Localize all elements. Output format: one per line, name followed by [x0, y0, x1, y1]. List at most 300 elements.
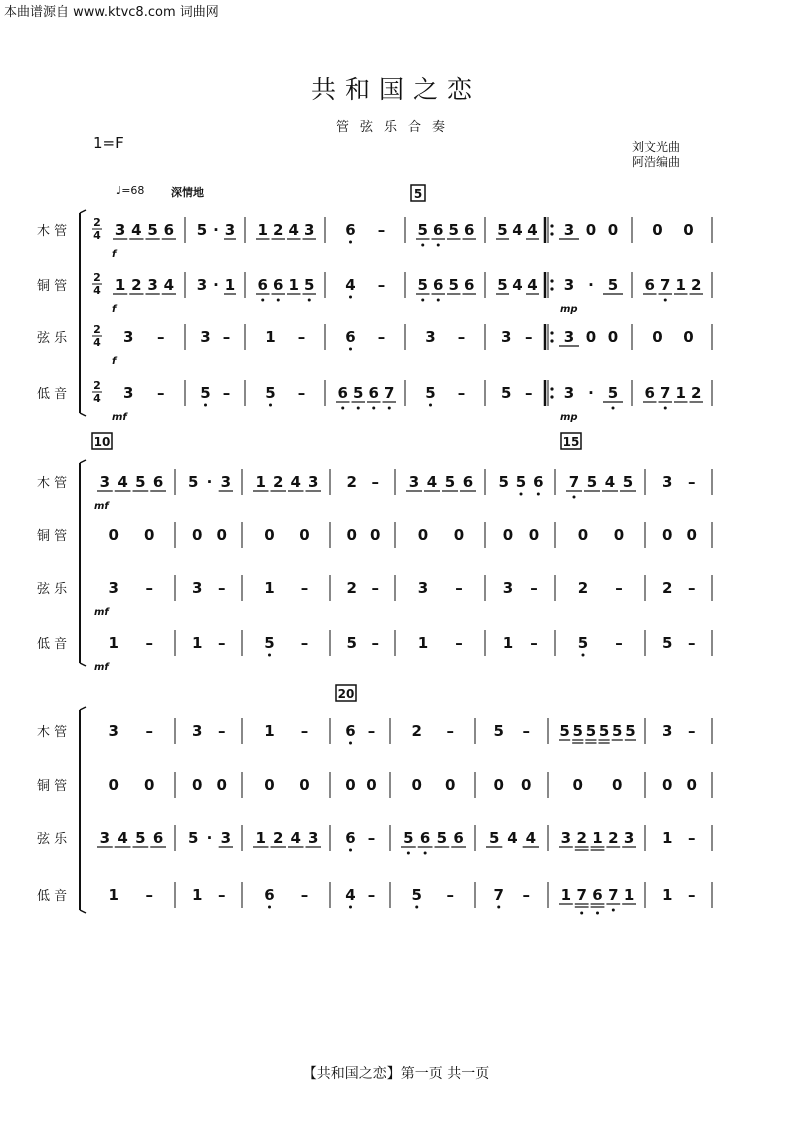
note: 2	[662, 579, 673, 597]
note: –	[218, 886, 226, 904]
note: 4	[131, 221, 142, 239]
octave-dot	[497, 906, 500, 909]
note: –	[367, 886, 376, 904]
note: 5	[448, 276, 459, 294]
source-watermark: 本曲谱源自 www.ktvc8.com 词曲网	[4, 5, 219, 20]
note: 3	[220, 473, 232, 491]
note: 1	[264, 579, 275, 597]
note: –	[688, 886, 696, 904]
note: 5	[493, 722, 504, 740]
system-bracket	[80, 663, 86, 666]
note: 5	[187, 473, 199, 491]
note: –	[367, 829, 376, 847]
note: –	[377, 221, 386, 239]
note: 3	[114, 221, 126, 239]
measure-number: 5	[413, 187, 423, 201]
note: 3	[417, 579, 429, 597]
score-title: 共和国之恋	[310, 75, 481, 104]
note: 5	[572, 722, 583, 740]
composer-credit: 刘文光曲	[632, 140, 681, 154]
note: 1	[265, 328, 276, 346]
note: 1	[675, 384, 686, 402]
note: 6	[264, 886, 275, 904]
note: 2	[577, 579, 589, 597]
note: 7	[568, 473, 580, 491]
part-label: 木 管	[37, 476, 68, 491]
note: 5	[436, 829, 448, 847]
note: 4	[507, 829, 518, 847]
octave-dot	[349, 348, 352, 351]
note: 2	[608, 829, 619, 847]
note: 5	[622, 473, 634, 491]
note: 1	[192, 886, 203, 904]
octave-dot	[349, 296, 352, 299]
note: 6	[464, 221, 475, 239]
note: 7	[660, 384, 671, 402]
note: 6	[644, 384, 655, 402]
note: 0	[108, 526, 119, 544]
note: 5	[444, 473, 456, 491]
note: 2	[346, 579, 357, 597]
note: 4	[288, 221, 299, 239]
note: 5	[187, 829, 199, 847]
note: 0	[216, 776, 227, 794]
note: –	[688, 579, 696, 597]
note: 5	[501, 384, 512, 402]
dynamic-marking: f	[112, 304, 117, 315]
octave-dot	[664, 407, 667, 410]
note: 2	[273, 829, 284, 847]
note: –	[525, 328, 533, 346]
note: 3	[304, 221, 315, 239]
note: 7	[384, 384, 395, 402]
note: 2	[131, 276, 142, 294]
note: 0	[683, 328, 694, 346]
octave-dot	[582, 654, 585, 657]
note: –	[300, 634, 309, 652]
note: 0	[585, 221, 597, 239]
repeat-dot	[550, 279, 553, 282]
note: 3	[147, 276, 158, 294]
note: 6	[152, 473, 164, 491]
dynamic-marking: mf	[94, 662, 109, 673]
note: ·	[206, 829, 213, 847]
repeat-dot	[550, 224, 553, 227]
octave-dot	[580, 912, 583, 915]
note: –	[300, 722, 309, 740]
part-label: 铜 管	[37, 279, 68, 294]
note: –	[218, 579, 226, 597]
part-label: 木 管	[37, 224, 68, 239]
note: –	[222, 384, 231, 402]
note: 2	[273, 473, 284, 491]
note: 7	[493, 886, 504, 904]
note: 1	[662, 886, 673, 904]
note: –	[218, 722, 226, 740]
note: 4	[525, 829, 537, 847]
part-label: 弦 乐	[37, 331, 68, 346]
note: 3	[408, 473, 420, 491]
octave-dot	[349, 742, 352, 745]
note: 1	[108, 886, 119, 904]
octave-dot	[429, 404, 432, 407]
note: 5	[488, 829, 500, 847]
note: 0	[612, 776, 623, 794]
note: –	[157, 328, 165, 346]
note: 4	[512, 221, 523, 239]
note: 3	[224, 221, 236, 239]
dynamic-marking: mf	[94, 607, 109, 618]
note: 0	[366, 776, 377, 794]
note: 1	[108, 634, 119, 652]
repeat-dot	[550, 339, 553, 342]
note: 0	[607, 221, 619, 239]
note: 1	[255, 473, 266, 491]
time-signature-top: 2	[93, 323, 101, 336]
note: 4	[345, 276, 356, 294]
note: 4	[527, 276, 538, 294]
octave-dot	[268, 654, 271, 657]
note: –	[688, 722, 696, 740]
note: 3	[108, 722, 119, 740]
note: 4	[604, 473, 616, 491]
note: 5	[497, 221, 508, 239]
note: 4	[512, 276, 523, 294]
note: 0	[346, 526, 357, 544]
note: 1	[288, 276, 299, 294]
octave-dot	[407, 852, 410, 855]
note: 5	[577, 634, 589, 652]
note: 4	[163, 276, 175, 294]
octave-dot	[277, 299, 280, 302]
note: 0	[299, 776, 310, 794]
octave-dot	[520, 493, 523, 496]
note: 4	[117, 473, 128, 491]
note: –	[371, 473, 379, 491]
note: 6	[345, 328, 356, 346]
time-signature-top: 2	[93, 216, 101, 229]
octave-dot	[349, 849, 352, 852]
note: 5	[515, 473, 527, 491]
note: –	[615, 634, 623, 652]
repeat-dot	[550, 387, 553, 390]
note: 5	[264, 634, 275, 652]
octave-dot	[596, 912, 599, 915]
note: 5	[586, 473, 598, 491]
repeat-dot	[550, 232, 553, 235]
note: 0	[345, 776, 356, 794]
note: –	[455, 579, 463, 597]
octave-dot	[437, 299, 440, 302]
note: –	[446, 886, 454, 904]
note: 2	[411, 722, 422, 740]
note: 2	[691, 384, 702, 402]
note: –	[145, 722, 153, 740]
measure-number: 20	[337, 687, 355, 701]
note: 0	[652, 328, 663, 346]
note: 1	[264, 722, 275, 740]
note: 5	[417, 221, 428, 239]
note: ·	[588, 384, 594, 402]
note: 5	[498, 473, 509, 491]
note: 2	[576, 829, 587, 847]
note: 4	[290, 473, 301, 491]
note: 6	[464, 276, 475, 294]
note: 0	[585, 328, 597, 346]
note: 0	[370, 526, 381, 544]
part-label: 铜 管	[37, 779, 68, 794]
note: –	[300, 579, 309, 597]
note: 5	[625, 722, 636, 740]
system-bracket	[80, 910, 86, 913]
note: 3	[123, 384, 134, 402]
note: 0	[662, 526, 673, 544]
note: 5	[196, 221, 208, 239]
note: –	[457, 328, 466, 346]
note: 5	[612, 722, 623, 740]
note: 0	[264, 526, 275, 544]
note: –	[530, 579, 538, 597]
note: 0	[192, 526, 203, 544]
note: 6	[453, 829, 464, 847]
expression-marking: 深情地	[171, 186, 204, 199]
note: 6	[433, 221, 444, 239]
note: 3	[308, 829, 319, 847]
octave-dot	[269, 404, 272, 407]
note: 4	[527, 221, 538, 239]
part-label: 弦 乐	[37, 582, 68, 597]
note: 2	[346, 473, 357, 491]
note: 0	[453, 526, 465, 544]
note: 0	[411, 776, 422, 794]
note: –	[297, 384, 306, 402]
note: –	[688, 634, 696, 652]
note: 3	[425, 328, 436, 346]
measure-number: 10	[93, 435, 111, 449]
octave-dot	[424, 852, 427, 855]
system-bracket	[80, 460, 86, 463]
dynamic-marking: f	[112, 356, 117, 367]
note: 7	[608, 886, 619, 904]
note: 0	[192, 776, 203, 794]
arranger-credit: 阿浩编曲	[632, 155, 681, 169]
note: –	[457, 384, 466, 402]
note: 0	[607, 328, 619, 346]
note: ·	[213, 276, 219, 294]
note: 6	[345, 722, 356, 740]
note: 0	[652, 221, 663, 239]
note: 2	[273, 221, 284, 239]
note: 5	[497, 276, 508, 294]
note: –	[371, 634, 379, 652]
note: 3	[99, 829, 111, 847]
repeat-dot	[550, 331, 553, 334]
note: 3	[662, 473, 673, 491]
note: 3	[560, 829, 572, 847]
note: –	[522, 886, 530, 904]
repeat-dot	[550, 287, 553, 290]
note: 3	[502, 579, 514, 597]
note: 0	[502, 526, 514, 544]
time-signature-bottom: 4	[93, 336, 101, 349]
note: –	[371, 579, 379, 597]
note: 5	[147, 221, 158, 239]
note: 4	[290, 829, 301, 847]
note: 6	[152, 829, 164, 847]
note: 0	[686, 526, 697, 544]
note: 0	[216, 526, 227, 544]
part-label: 低 音	[37, 387, 68, 402]
note: –	[367, 722, 376, 740]
octave-dot	[268, 906, 271, 909]
note: 4	[345, 886, 356, 904]
note: 0	[572, 776, 583, 794]
note: 5	[353, 384, 364, 402]
part-label: 铜 管	[37, 529, 68, 544]
time-signature-top: 2	[93, 271, 101, 284]
note: –	[222, 328, 231, 346]
note: 7	[576, 886, 587, 904]
note: 4	[117, 829, 128, 847]
note: 0	[686, 776, 697, 794]
octave-dot	[308, 299, 311, 302]
note: 0	[493, 776, 504, 794]
note: 5	[585, 722, 597, 740]
dynamic-marking: mf	[94, 501, 109, 512]
note: 3	[662, 722, 673, 740]
note: 6	[533, 473, 544, 491]
part-label: 低 音	[37, 637, 68, 652]
note: 6	[462, 473, 474, 491]
note: –	[145, 886, 153, 904]
note: 0	[144, 776, 155, 794]
octave-dot	[537, 493, 540, 496]
note: 1	[255, 829, 266, 847]
note: 3	[563, 276, 575, 294]
dynamic-marking: f	[112, 249, 117, 260]
octave-dot	[421, 244, 424, 247]
measure-number: 15	[562, 435, 580, 449]
note: 1	[662, 829, 673, 847]
note: 7	[660, 276, 671, 294]
note: –	[157, 384, 165, 402]
system-bracket	[80, 707, 86, 710]
octave-dot	[261, 299, 264, 302]
note: –	[688, 473, 696, 491]
note: 0	[417, 526, 429, 544]
note: 0	[521, 776, 532, 794]
note: 3	[220, 829, 232, 847]
note: 1	[417, 634, 429, 652]
note: 0	[528, 526, 540, 544]
key-signature: 1=F	[93, 134, 124, 152]
score-subtitle: 管弦乐合奏	[335, 120, 456, 135]
note: 6	[644, 276, 655, 294]
note: 0	[683, 221, 694, 239]
note: –	[145, 634, 153, 652]
part-label: 弦 乐	[37, 832, 68, 847]
note: 3	[308, 473, 319, 491]
octave-dot	[372, 407, 375, 410]
note: 3	[200, 328, 211, 346]
octave-dot	[204, 404, 207, 407]
note: 6	[433, 276, 444, 294]
note: 5	[265, 384, 276, 402]
octave-dot	[388, 407, 391, 410]
octave-dot	[421, 299, 424, 302]
note: 6	[337, 384, 348, 402]
time-signature-bottom: 4	[93, 284, 101, 297]
note: –	[455, 634, 463, 652]
note: 5	[417, 276, 428, 294]
note: –	[377, 328, 386, 346]
note: –	[218, 634, 226, 652]
note: ·	[206, 473, 213, 491]
note: 2	[691, 276, 702, 294]
note: 5	[135, 473, 146, 491]
note: 0	[613, 526, 625, 544]
note: 3	[196, 276, 208, 294]
note: 1	[592, 829, 603, 847]
octave-dot	[349, 241, 352, 244]
note: 3	[563, 384, 575, 402]
time-signature-top: 2	[93, 379, 101, 392]
note: –	[446, 722, 454, 740]
note: 1	[502, 634, 514, 652]
note: 3	[108, 579, 119, 597]
dynamic-marking: mf	[112, 412, 127, 423]
note: 6	[273, 276, 284, 294]
note: 6	[163, 221, 175, 239]
note: 0	[144, 526, 155, 544]
note: 5	[425, 384, 436, 402]
note: –	[688, 829, 696, 847]
note: ·	[588, 276, 594, 294]
note: 5	[607, 276, 619, 294]
note: 0	[108, 776, 119, 794]
note: 5	[346, 634, 357, 652]
note: 5	[200, 384, 211, 402]
time-signature-bottom: 4	[93, 392, 101, 405]
note: 6	[368, 384, 379, 402]
note: 5	[559, 722, 570, 740]
note: 3	[99, 473, 111, 491]
octave-dot	[415, 906, 418, 909]
note: 1	[623, 886, 635, 904]
part-label: 木 管	[37, 725, 68, 740]
note: 3	[563, 221, 575, 239]
note: 5	[411, 886, 422, 904]
note: 1	[224, 276, 236, 294]
note: 5	[662, 634, 673, 652]
note: 0	[445, 776, 456, 794]
note: 5	[598, 722, 610, 740]
note: 5	[403, 829, 414, 847]
note: 6	[345, 221, 356, 239]
tempo-marking: ♩=68	[116, 184, 145, 197]
note: 1	[257, 221, 268, 239]
note: 3	[192, 722, 203, 740]
octave-dot	[573, 496, 576, 499]
note: –	[300, 886, 309, 904]
part-label: 低 音	[37, 889, 68, 904]
dynamic-marking: mp	[560, 412, 578, 423]
note: 3	[501, 328, 512, 346]
note: 3	[123, 328, 134, 346]
note: 0	[662, 776, 673, 794]
octave-dot	[341, 407, 344, 410]
time-signature-bottom: 4	[93, 229, 101, 242]
